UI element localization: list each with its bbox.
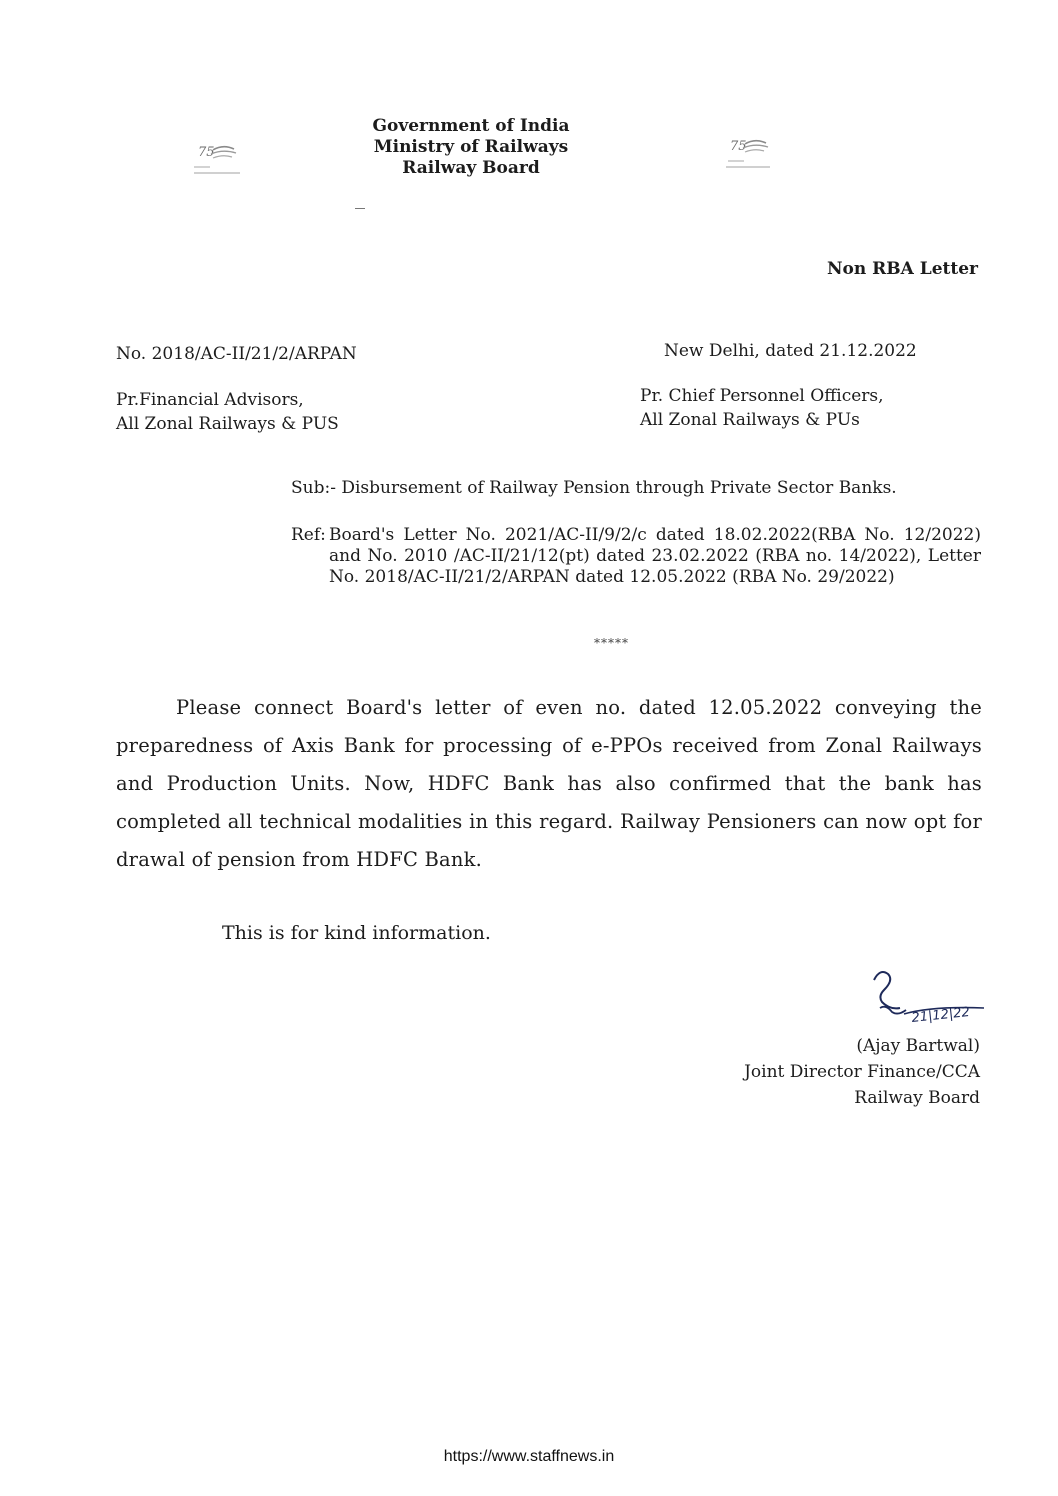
signatory-name: (Ajay Bartwal) <box>856 1036 980 1056</box>
signatory-designation: Joint Director Finance/CCA <box>744 1062 980 1082</box>
signatory-office: Railway Board <box>854 1088 980 1108</box>
addressee-right <box>640 384 884 432</box>
addressee-left-line1: Pr.Financial Advisors, <box>116 390 304 410</box>
azadi-ka-amrit-mahotsav-logo-icon <box>180 140 250 180</box>
letterhead-ministry: Ministry of Railways <box>373 137 569 157</box>
addressee-right-line1: Pr. Chief Personnel Officers, <box>640 386 884 406</box>
addressee-left <box>116 388 339 436</box>
handwritten-signature <box>862 966 992 1032</box>
letterhead-board: Railway Board <box>402 158 540 178</box>
letter-reference-number: No. 2018/AC-II/21/2/ARPAN <box>116 344 357 364</box>
references-label: Ref: <box>291 525 326 545</box>
references-block <box>291 525 981 588</box>
addressee-left-line2: All Zonal Railways & PUS <box>116 414 339 434</box>
svg-text:21|12|22: 21|12|22 <box>910 1004 971 1026</box>
letterhead-government: Government of India <box>372 116 570 136</box>
svg-text:75: 75 <box>198 145 215 160</box>
closing-line: This is for kind information. <box>222 922 491 944</box>
azadi-ka-amrit-mahotsav-logo-icon <box>712 134 782 174</box>
references-text: Board's Letter No. 2021/AC-II/9/2/c dated 18.02.2022(RBA No. 12/2022) and No. 2010 /AC-II/21/12(pt) dated 23.02.2022 (RBA no. 14/2022), Letter No. 2018/AC-II/21/2/ARPAN dated 12.05.2022 (RBA No. 29/2022) <box>329 525 981 587</box>
scan-mark-divider <box>355 208 365 209</box>
letterhead <box>340 116 602 179</box>
signatory-block <box>744 1033 980 1111</box>
place-and-date: New Delhi, dated 21.12.2022 <box>664 341 917 361</box>
addressee-right-line2: All Zonal Railways & PUs <box>640 410 860 430</box>
letter-type-label: Non RBA Letter <box>826 259 978 279</box>
footer-website-url[interactable]: https://www.staffnews.in <box>443 1448 615 1465</box>
section-separator: ***** <box>594 636 629 650</box>
svg-text:75: 75 <box>730 139 747 154</box>
subject-line: Sub:- Disbursement of Railway Pension through Private Sector Banks. <box>291 478 897 498</box>
body-paragraph: Please connect Board's letter of even no. dated 12.05.2022 conveying the preparedness of Axis Bank for processing of e-PPOs received from Zonal Railways and Production Units. Now, HDFC Bank has also confirmed that the bank has completed all technical modalities in this regard. Railway Pensioners can now opt for drawal of pension from HDFC Bank. <box>116 696 982 871</box>
